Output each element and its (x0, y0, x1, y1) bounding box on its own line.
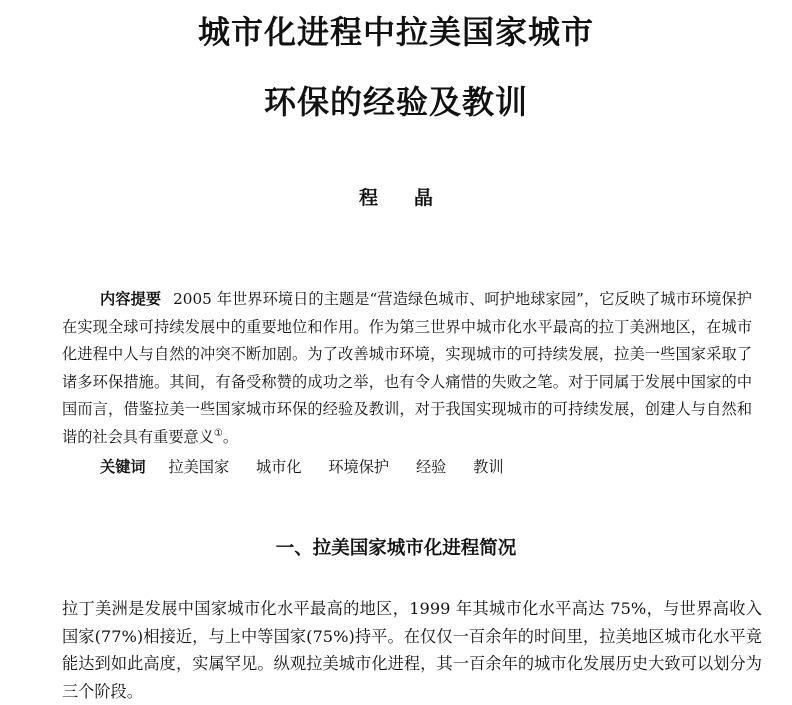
abstract-end-punct: 。 (222, 427, 239, 446)
article-title-line-2: 环保的经验及教训 (263, 83, 528, 121)
author-name: 程晶 (358, 187, 469, 209)
keywords-line (100, 455, 752, 479)
keywords-heading: 关键词 (100, 458, 146, 476)
article-title-line-1: 城市化进程中拉美国家城市 (197, 13, 594, 51)
abstract-text: 2005 年世界环境日的主题是“营造绿色城市、呵护地球家园”，它反映了城市环境保护在实现全球可持续发展中的重要地位和作用。作为第三世界中城市化水平最高的拉丁美洲地区，在城市化进程中人与自然的冲突不断加剧。为了改善城市环境，实现城市的可持续发展，拉美一些国家采取了诸多环保措施。其间，有备受称赞的成功之举，也有令人痛惜的失败之笔。对于同属于发展中国家的中国而言，借鉴拉美一些国家城市环保的经验及教训，对于我国实现城市的可持续发展，创建人与自然和谐的社会具有重要意义 (62, 290, 752, 446)
body-paragraph: 拉丁美洲是发展中国家城市化水平最高的地区，1999 年其城市化水平高达 75%，与世界高收入国家(77%)相接近，与上中等国家(75%)持平。在仅仅一百余年的时间里，拉美地区城市化水平竟能达到如此高度，实属罕见。纵观拉美城市化进程，其一百余年的城市化发展历史大致可以划分为三个阶段。 (62, 599, 762, 701)
abstract-paragraph (62, 286, 752, 452)
section-heading: 一、拉美国家城市化进程简况 (275, 538, 517, 559)
abstract-heading: 内容提要 (100, 290, 162, 308)
keyword-item: 经验 (415, 458, 447, 476)
keyword-item: 城市化 (255, 458, 302, 476)
keyword-item: 拉美国家 (168, 458, 230, 476)
footnote-mark[interactable]: ① (213, 427, 223, 439)
keyword-item: 教训 (473, 458, 504, 476)
keyword-item: 环境保护 (328, 458, 390, 476)
